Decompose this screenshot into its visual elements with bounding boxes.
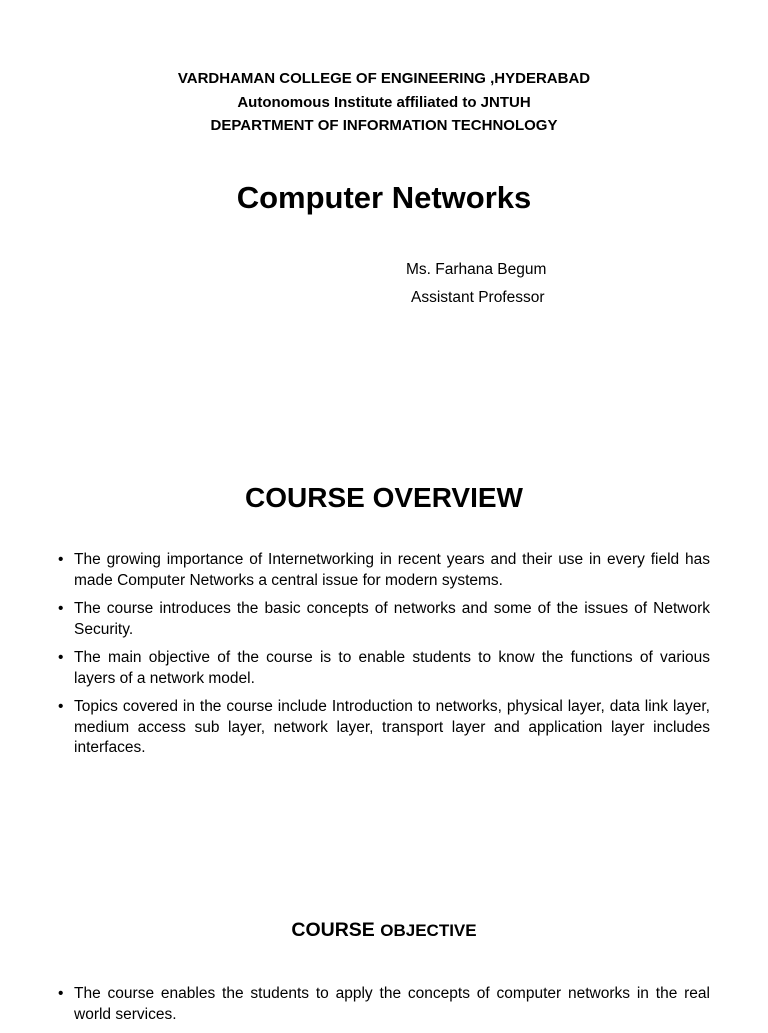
list-item: • The growing importance of Internetworking in recent years and their use in every field has made Computer Networks a central issue for modern systems.	[58, 550, 710, 591]
affiliation-line: Autonomous Institute affiliated to JNTUH	[237, 93, 531, 111]
objective-heading-part2: OBJECTIVE	[380, 921, 477, 940]
page-title: Computer Networks	[236, 180, 532, 215]
author-role: Assistant Professor	[411, 289, 545, 306]
author-name: Ms. Farhana Begum	[406, 261, 547, 278]
course-objective-list	[58, 984, 710, 1033]
course-overview-list	[58, 550, 710, 767]
objective-heading-part1: COURSE	[291, 919, 375, 941]
list-item: • The main objective of the course is to enable students to know the functions of various layers of a network model.	[58, 648, 710, 689]
course-objective-heading	[0, 914, 768, 947]
list-item: • Topics covered in the course include Introduction to networks, physical layer, data link layer, medium access sub layer, network layer, transport layer and application layer includes interfaces.	[58, 697, 710, 759]
department-name: DEPARTMENT OF INFORMATION TECHNOLOGY	[210, 117, 558, 134]
course-overview-heading: COURSE OVERVIEW	[245, 482, 523, 513]
college-name: VARDHAMAN COLLEGE OF ENGINEERING ,HYDERABAD	[177, 70, 591, 87]
list-item: • The course introduces the basic concepts of networks and some of the issues of Network Security.	[58, 599, 710, 640]
list-item: • The course enables the students to apply the concepts of computer networks in the real world services.	[58, 984, 710, 1025]
institution-header	[0, 67, 768, 138]
